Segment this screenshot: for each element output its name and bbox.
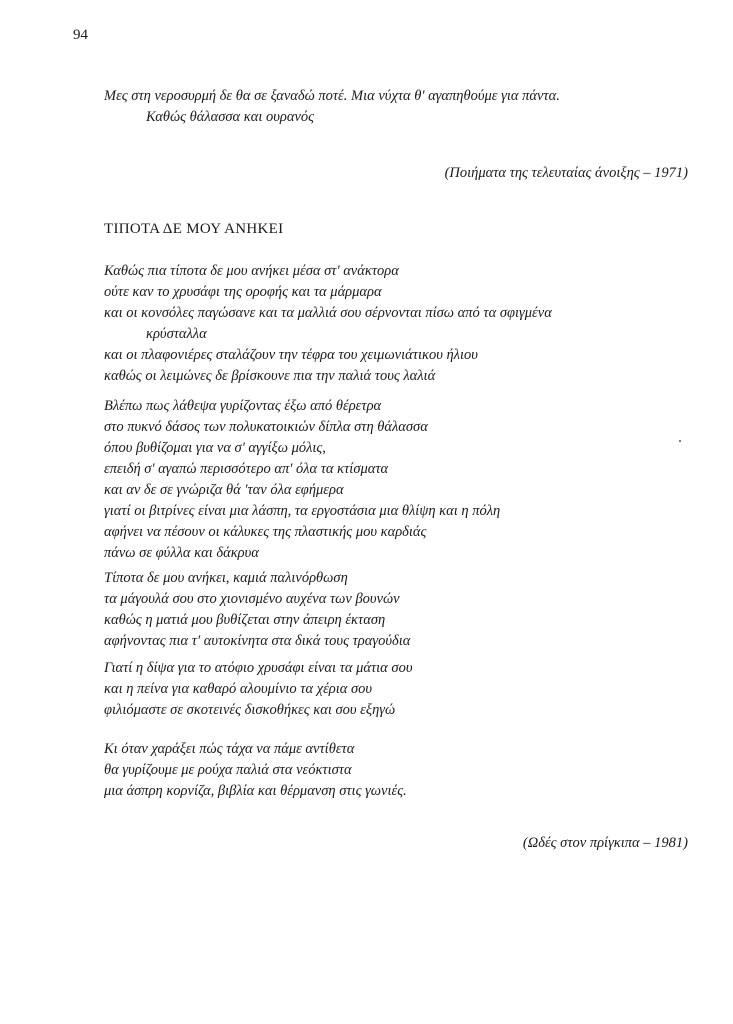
source-citation-1971: (Ποιήματα της τελευταίας άνοιξης – 1971) bbox=[444, 165, 688, 181]
verse-line: επειδή σ' αγαπώ περισσότερο απ' όλα τα κτίσματα bbox=[104, 461, 389, 477]
verse-line: φιλιόμαστε σε σκοτεινές δισκοθήκες και σου εξηγώ bbox=[104, 702, 396, 718]
scan-speck bbox=[679, 440, 681, 442]
verse-line: μια άσπρη κορνίζα, βιβλία και θέρμανση στις γωνιές. bbox=[104, 783, 407, 799]
verse-line: Γιατί η δίψα για το ατόφιο χρυσάφι είναι τα μάτια σου bbox=[104, 660, 413, 676]
verse-line: γιατί οι βιτρίνες είναι μια λάσπη, τα εργοστάσια μια θλίψη και η πόλη bbox=[104, 503, 501, 519]
verse-line: Τίποτα δε μου ανήκει, καμιά παλινόρθωση bbox=[104, 570, 348, 586]
verse-line: καθώς η ματιά μου βυθίζεται στην άπειρη έκταση bbox=[104, 612, 386, 628]
verse-line: αφήνει να πέσουν οι κάλυκες της πλαστικής μου καρδιάς bbox=[104, 524, 427, 540]
verse-line: Καθώς πια τίποτα δε μου ανήκει μέσα στ' ανάκτορα bbox=[104, 263, 399, 279]
verse-line: Βλέπω πως λάθεψα γυρίζοντας έξω από θέρετρα bbox=[104, 398, 382, 414]
verse-line: κρύσταλλα bbox=[146, 326, 207, 342]
page-number: 94 bbox=[73, 27, 88, 43]
stanza-4 bbox=[104, 658, 412, 721]
verse-line: ούτε καν το χρυσάφι της οροφής και τα μάρμαρα bbox=[104, 284, 382, 300]
verse-line: Καθώς θάλασσα και ουρανός bbox=[146, 109, 315, 125]
verse-line: όπου βυθίζομαι για να σ' αγγίξω μόλις, bbox=[104, 440, 326, 456]
verse-line: και αν δε σε γνώριζα θά 'ταν όλα εφήμερα bbox=[104, 482, 344, 498]
poem-title: ΤΙΠΟΤΑ ΔΕ ΜΟΥ ΑΝΗΚΕΙ bbox=[104, 221, 284, 237]
verse-line: Μες στη νεροσυρμή δε θα σε ξαναδώ ποτέ. Μια νύχτα θ' αγαπηθούμε για πάντα. bbox=[104, 88, 560, 104]
verse-line: και οι κονσόλες παγώσανε και τα μαλλιά σου σέρνονται πίσω από τα σφιγμένα bbox=[104, 305, 552, 321]
stanza-2 bbox=[104, 396, 500, 564]
verse-line: στο πυκνό δάσος των πολυκατοικιών δίπλα στη θάλασσα bbox=[104, 419, 428, 435]
verse-line: και οι πλαφονιέρες σταλάζουν την τέφρα του χειμωνιάτικου ήλιου bbox=[104, 347, 478, 363]
opening-lines bbox=[104, 86, 560, 128]
stanza-1 bbox=[104, 261, 552, 387]
stanza-3 bbox=[104, 568, 410, 652]
verse-line: καθώς οι λειμώνες δε βρίσκουνε πια την παλιά τους λαλιά bbox=[104, 368, 436, 384]
verse-line: πάνω σε φύλλα και δάκρυα bbox=[104, 545, 259, 561]
verse-line: και η πείνα για καθαρό αλουμίνιο τα χέρια σου bbox=[104, 681, 373, 697]
verse-line: αφήνοντας πια τ' αυτοκίνητα στα δικά τους τραγούδια bbox=[104, 633, 411, 649]
verse-line: τα μάγουλά σου στο χιονισμένο αυχένα των βουνών bbox=[104, 591, 400, 607]
stanza-5 bbox=[104, 739, 407, 802]
verse-line: Κι όταν χαράξει πώς τάχα να πάμε αντίθετα bbox=[104, 741, 355, 757]
verse-line: θα γυρίζουμε με ρούχα παλιά στα νεόκτιστα bbox=[104, 762, 352, 778]
source-citation-1981: (Ωδές στον πρίγκιπα – 1981) bbox=[522, 835, 688, 851]
